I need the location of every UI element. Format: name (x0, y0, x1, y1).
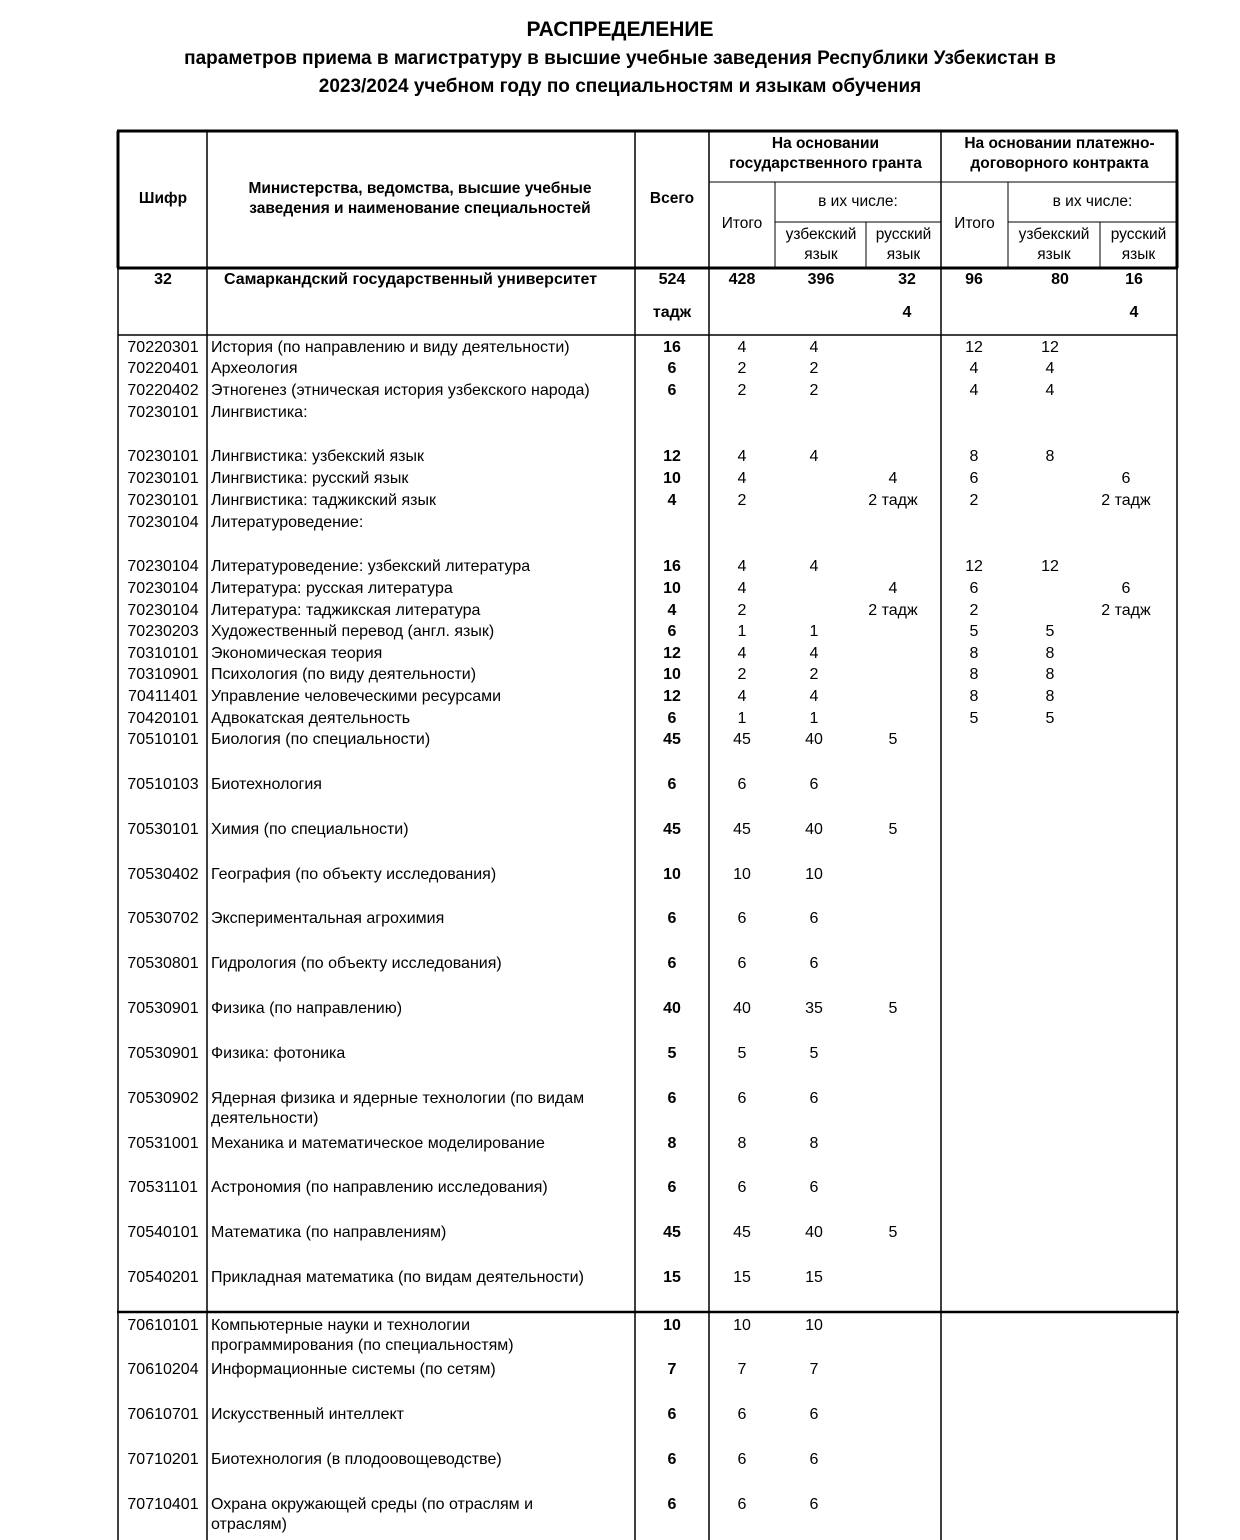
row-grant-total: 6 (737, 910, 747, 927)
row-total: 5 (667, 1045, 677, 1062)
row-grant-ru: 5 (888, 731, 898, 748)
row-name: Искусственный интеллект (211, 1406, 404, 1423)
header-grant: На основании государственного гранта (729, 135, 922, 172)
row-name: Механика и математическое моделирование (211, 1135, 545, 1152)
row-grant-uz: 40 (805, 1224, 823, 1241)
row-code: 70230101 (127, 448, 199, 465)
university-contract-ru: 16 (1125, 271, 1143, 288)
row-total: 6 (667, 360, 677, 377)
row-grant-total: 6 (737, 1179, 747, 1196)
row-code: 70510103 (127, 776, 199, 793)
row-name: Литературоведение: узбекский литература (211, 558, 531, 575)
row-code: 70710201 (127, 1451, 199, 1468)
row-name: Экспериментальная агрохимия (211, 910, 445, 927)
row-contract-uz: 4 (1045, 360, 1055, 377)
row-name: Охрана окружающей среды (по отраслям и (211, 1496, 534, 1513)
row-name-continued: отраслям) (211, 1516, 287, 1533)
header-contract-including: в их числе: (1052, 193, 1133, 210)
document-subtitle-line-2: 2023/2024 учебном году по специальностям и языкам обучения (318, 76, 922, 97)
row-contract-uz: 12 (1041, 558, 1059, 575)
row-grant-total: 2 (737, 492, 747, 509)
row-name: Биотехнология (211, 776, 322, 793)
row-grant-total: 6 (737, 1406, 747, 1423)
university-grant-ru-note: 4 (902, 304, 912, 321)
row-name: Экономическая теория (211, 645, 383, 662)
header-contract-uz: узбекский язык (1018, 226, 1090, 263)
university-grant-total: 428 (728, 271, 756, 288)
row-grant-total: 6 (737, 1090, 747, 1107)
row-total: 16 (663, 558, 681, 575)
row-total: 15 (663, 1269, 681, 1286)
row-grant-total: 4 (737, 448, 747, 465)
row-code: 70230203 (127, 623, 199, 640)
row-name: Гидрология (по объекту исследования) (211, 955, 502, 972)
row-grant-total: 40 (733, 1000, 751, 1017)
row-contract-total: 8 (969, 645, 979, 662)
row-code: 70540101 (127, 1224, 199, 1241)
header-total: Всего (649, 190, 695, 207)
row-name: Биотехнология (в плодоовощеводстве) (211, 1451, 502, 1468)
row-grant-uz: 5 (809, 1045, 819, 1062)
row-grant-uz: 6 (809, 1179, 819, 1196)
row-name: Математика (по направлениям) (211, 1224, 447, 1241)
row-name: Компьютерные науки и технологии (211, 1317, 471, 1334)
row-contract-total: 4 (969, 360, 979, 377)
row-grant-uz: 6 (809, 1496, 819, 1513)
row-grant-total: 5 (737, 1045, 747, 1062)
row-code: 70530901 (127, 1045, 199, 1062)
row-contract-total: 6 (969, 470, 979, 487)
row-grant-total: 45 (733, 1224, 751, 1241)
row-grant-uz: 2 (809, 666, 819, 683)
row-grant-total: 6 (737, 1451, 747, 1468)
university-total: 524 (658, 271, 686, 288)
row-grant-total: 4 (737, 688, 747, 705)
row-grant-total: 4 (737, 580, 747, 597)
row-code: 70530801 (127, 955, 199, 972)
header-grant-itogo: Итого (721, 215, 763, 232)
row-grant-total: 2 (737, 602, 747, 619)
university-total-note: тадж (652, 304, 692, 321)
row-total: 6 (667, 382, 677, 399)
row-total: 45 (663, 821, 681, 838)
row-grant-uz: 4 (809, 645, 819, 662)
row-grant-ru: 4 (888, 470, 898, 487)
row-contract-uz: 5 (1045, 710, 1055, 727)
row-total: 10 (663, 580, 681, 597)
row-contract-ru: 6 (1121, 580, 1131, 597)
row-grant-uz: 6 (809, 910, 819, 927)
row-total: 10 (663, 866, 681, 883)
row-total: 12 (663, 448, 681, 465)
row-name: Литература: русская литература (211, 580, 453, 597)
row-code: 70220401 (127, 360, 199, 377)
row-grant-ru: 5 (888, 1224, 898, 1241)
row-name: Химия (по специальности) (211, 821, 409, 838)
row-contract-total: 4 (969, 382, 979, 399)
row-grant-uz: 4 (809, 558, 819, 575)
header-code: Шифр (138, 190, 188, 207)
university-contract-total: 96 (965, 271, 983, 288)
row-grant-ru: 4 (888, 580, 898, 597)
row-name: Прикладная математика (по видам деятельности) (211, 1269, 584, 1286)
header-grant-including: в их числе: (818, 193, 898, 210)
row-code: 70530702 (127, 910, 199, 927)
row-grant-uz: 40 (805, 731, 823, 748)
row-contract-uz: 12 (1041, 339, 1059, 356)
university-grant-uz: 396 (807, 271, 835, 288)
header-contract: На основании платежно-договорного контракта (964, 135, 1155, 172)
row-grant-uz: 6 (809, 955, 819, 972)
row-grant-uz: 35 (805, 1000, 823, 1017)
row-code: 70411401 (128, 688, 198, 705)
header-contract-ru: русский язык (1110, 226, 1167, 263)
row-grant-total: 2 (737, 382, 747, 399)
university-contract-ru-note: 4 (1129, 304, 1139, 321)
row-code: 70530902 (127, 1090, 199, 1107)
row-code: 70610204 (127, 1361, 199, 1378)
row-grant-uz: 6 (809, 1090, 819, 1107)
row-grant-ru: 2 тадж (868, 602, 918, 619)
row-grant-uz: 40 (805, 821, 823, 838)
row-contract-ru: 2 тадж (1101, 492, 1151, 509)
row-total: 4 (667, 602, 677, 619)
header-grant-uz: узбекский язык (785, 226, 857, 263)
header-grant-ru: русский язык (875, 226, 932, 263)
row-grant-total: 10 (733, 1317, 751, 1334)
row-grant-total: 4 (737, 470, 747, 487)
row-grant-uz: 2 (809, 360, 819, 377)
row-total: 6 (667, 1496, 677, 1513)
row-code: 70610101 (127, 1317, 199, 1334)
row-total: 6 (667, 623, 677, 640)
row-total: 16 (663, 339, 681, 356)
row-contract-total: 12 (965, 339, 983, 356)
row-code: 70610701 (127, 1406, 199, 1423)
row-code: 70220301 (127, 339, 199, 356)
row-grant-total: 4 (737, 339, 747, 356)
row-code: 70310101 (127, 645, 199, 662)
row-total: 6 (667, 1090, 677, 1107)
row-code: 70230104 (127, 514, 199, 531)
row-contract-total: 5 (969, 623, 979, 640)
row-total: 7 (667, 1361, 677, 1378)
row-contract-total: 6 (969, 580, 979, 597)
row-grant-total: 2 (737, 666, 747, 683)
row-contract-uz: 8 (1045, 448, 1055, 465)
row-total: 40 (663, 1000, 681, 1017)
row-grant-total: 15 (733, 1269, 751, 1286)
row-name-continued: программирования (по специальностям) (211, 1337, 514, 1354)
row-grant-total: 8 (737, 1135, 747, 1152)
row-contract-uz: 8 (1045, 666, 1055, 683)
row-grant-total: 45 (733, 731, 751, 748)
row-total: 45 (663, 1224, 681, 1241)
row-contract-ru: 2 тадж (1101, 602, 1151, 619)
row-total: 6 (667, 776, 677, 793)
document-title: РАСПРЕДЕЛЕНИЕ (526, 18, 714, 41)
row-name: Лингвистика: русский язык (211, 470, 409, 487)
row-code: 70710401 (127, 1496, 199, 1513)
row-contract-total: 2 (969, 602, 979, 619)
row-code: 70230101 (127, 492, 199, 509)
row-contract-total: 8 (969, 448, 979, 465)
row-contract-uz: 8 (1045, 688, 1055, 705)
row-contract-total: 12 (965, 558, 983, 575)
row-code: 70510101 (127, 731, 199, 748)
row-name: Литературоведение: (211, 514, 364, 531)
row-code: 70310901 (127, 666, 199, 683)
row-grant-uz: 6 (809, 1406, 819, 1423)
header-contract-itogo: Итого (954, 215, 995, 232)
row-grant-ru: 5 (888, 821, 898, 838)
row-total: 6 (667, 910, 677, 927)
row-code: 70230101 (127, 404, 199, 421)
university-grant-ru: 32 (898, 271, 916, 288)
row-total: 6 (667, 955, 677, 972)
row-grant-total: 1 (737, 710, 747, 727)
university-code: 32 (154, 271, 172, 288)
row-total: 8 (667, 1135, 677, 1152)
row-contract-total: 5 (969, 710, 979, 727)
row-contract-ru: 6 (1121, 470, 1131, 487)
row-code: 70531001 (127, 1135, 199, 1152)
row-total: 12 (663, 688, 681, 705)
row-name: Управление человеческими ресурсами (211, 688, 502, 705)
row-grant-uz: 6 (809, 776, 819, 793)
row-code: 70230101 (127, 470, 199, 487)
row-contract-total: 8 (969, 688, 979, 705)
row-total: 6 (667, 1406, 677, 1423)
row-total: 10 (663, 666, 681, 683)
row-grant-uz: 8 (809, 1135, 819, 1152)
row-grant-uz: 10 (805, 866, 823, 883)
row-total: 6 (667, 1451, 677, 1468)
row-contract-total: 2 (969, 492, 979, 509)
row-grant-total: 7 (737, 1361, 747, 1378)
university-contract-uz: 80 (1051, 271, 1069, 288)
row-code: 70531101 (128, 1179, 198, 1196)
row-total: 6 (667, 710, 677, 727)
row-grant-uz: 4 (809, 448, 819, 465)
row-contract-total: 8 (969, 666, 979, 683)
row-code: 70230104 (127, 580, 199, 597)
row-grant-uz: 10 (805, 1317, 823, 1334)
row-grant-ru: 5 (888, 1000, 898, 1017)
row-name: Этногенез (этническая история узбекского народа) (211, 382, 590, 399)
row-grant-uz: 15 (805, 1269, 823, 1286)
university-name: Самаркандский государственный университет (224, 271, 598, 288)
row-total: 45 (663, 731, 681, 748)
document-subtitle-line-1: параметров приема в магистратуру в высшие учебные заведения Республики Узбекистан в (184, 48, 1056, 69)
row-grant-total: 4 (737, 645, 747, 662)
row-contract-uz: 4 (1045, 382, 1055, 399)
row-total: 6 (667, 1179, 677, 1196)
row-grant-uz: 4 (809, 339, 819, 356)
row-name: Ядерная физика и ядерные технологии (по видам (211, 1090, 585, 1107)
row-total: 12 (663, 645, 681, 662)
row-grant-total: 10 (733, 866, 751, 883)
row-total: 10 (663, 470, 681, 487)
row-code: 70540201 (127, 1269, 199, 1286)
row-name: Адвокатская деятельность (211, 710, 411, 727)
row-total: 4 (667, 492, 677, 509)
row-grant-uz: 2 (809, 382, 819, 399)
row-name: Биология (по специальности) (211, 731, 431, 748)
row-name: География (по объекту исследования) (211, 866, 497, 883)
row-name: Лингвистика: узбекский язык (211, 448, 424, 465)
row-code: 70530901 (127, 1000, 199, 1017)
row-grant-uz: 4 (809, 688, 819, 705)
row-code: 70230104 (127, 558, 199, 575)
row-grant-uz: 6 (809, 1451, 819, 1468)
row-contract-uz: 8 (1045, 645, 1055, 662)
row-grant-total: 6 (737, 1496, 747, 1513)
row-name: Информационные системы (по сетям) (211, 1361, 496, 1378)
row-grant-total: 2 (737, 360, 747, 377)
row-name: Физика (по направлению) (211, 1000, 403, 1017)
row-total: 10 (663, 1317, 681, 1334)
row-name: Лингвистика: (211, 404, 308, 421)
row-name: Литература: таджикская литература (211, 602, 481, 619)
row-contract-uz: 5 (1045, 623, 1055, 640)
row-grant-total: 1 (737, 623, 747, 640)
row-grant-total: 45 (733, 821, 751, 838)
row-name: Археология (211, 360, 298, 377)
row-name: Лингвистика: таджикский язык (211, 492, 436, 509)
row-name-continued: деятельности) (211, 1110, 319, 1127)
row-grant-uz: 7 (809, 1361, 819, 1378)
row-name: История (по направлению и виду деятельности) (211, 339, 570, 356)
header-name: Министерства, ведомства, высшие учебные заведения и наименование специальностей (248, 180, 592, 217)
row-code: 70220402 (127, 382, 199, 399)
row-grant-total: 6 (737, 776, 747, 793)
row-code: 70530101 (127, 821, 199, 838)
row-code: 70420101 (127, 710, 199, 727)
row-name: Психология (по виду деятельности) (211, 666, 477, 683)
row-grant-ru: 2 тадж (868, 492, 918, 509)
row-grant-uz: 1 (809, 710, 819, 727)
row-name: Астрономия (по направлению исследования) (211, 1179, 548, 1196)
row-grant-uz: 1 (809, 623, 819, 640)
row-grant-total: 4 (737, 558, 747, 575)
row-code: 70530402 (127, 866, 199, 883)
row-grant-total: 6 (737, 955, 747, 972)
row-name: Художественный перевод (англ. язык) (211, 623, 495, 640)
row-name: Физика: фотоника (211, 1045, 346, 1062)
row-code: 70230104 (127, 602, 199, 619)
